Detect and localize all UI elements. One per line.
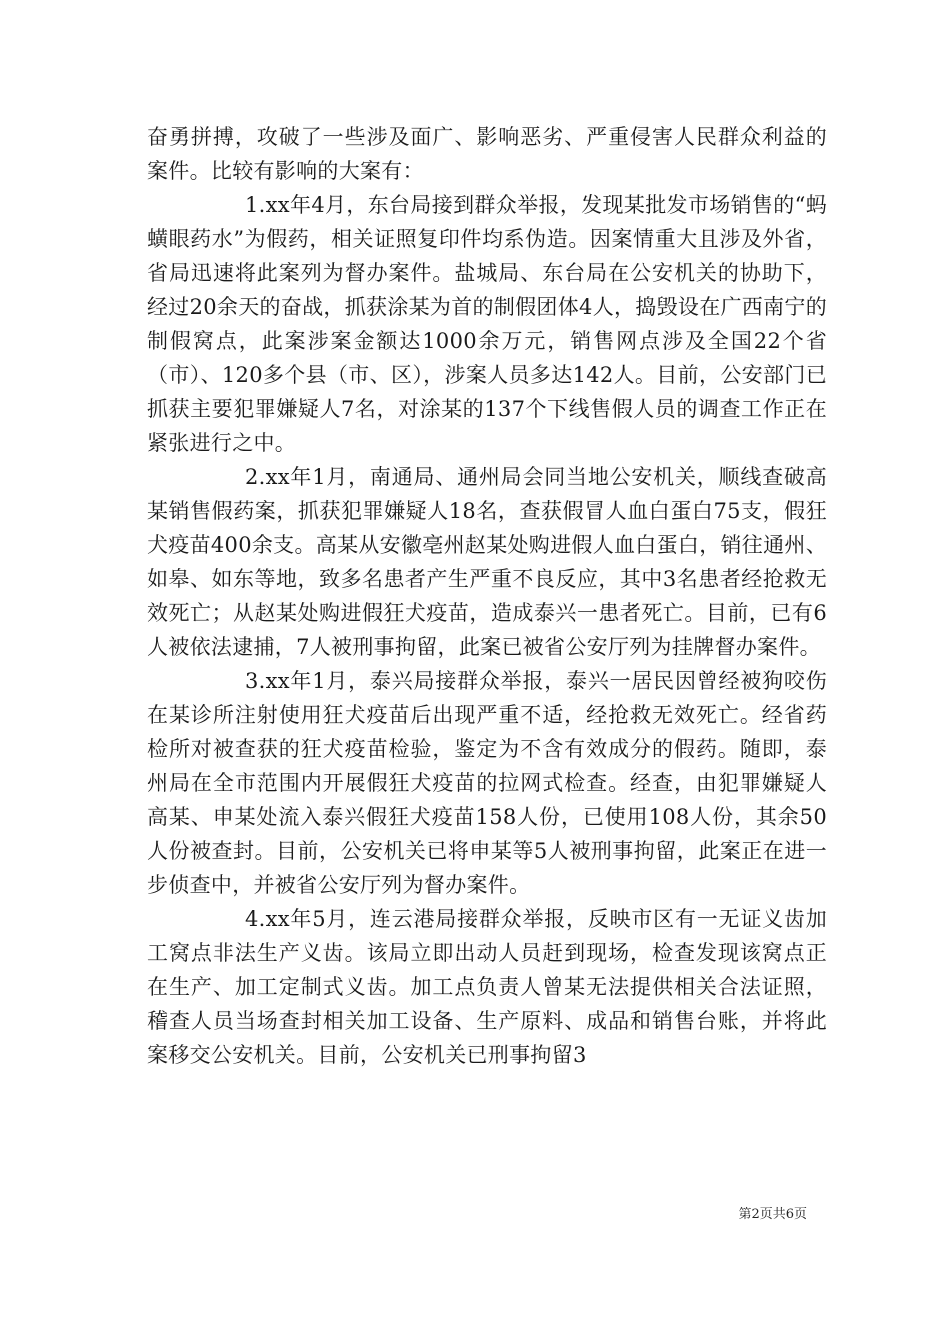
paragraph-case-1: 1.xx年4月，东台局接到群众举报，发现某批发市场销售的“蚂蟥眼药水”为假药，相关证照复印件均系伪造。因案情重大且涉及外省，省局迅速将此案列为督办案件。盐城局、东台局在公安机关的协助下，经过20余天的奋战，抓获涂某为首的制假团体4人，捣毁设在广西南宁的制假窝点，此案涉案金额达1000余万元，销售网点涉及全国22个省（市）、120多个县（市、区），涉案人员多达142人。目前，公安部门已抓获主要犯罪嫌疑人7名，对涂某的137个下线售假人员的调查工作正在紧张进行之中。 <box>147 193 827 455</box>
document-body <box>147 120 827 1072</box>
paragraph-intro: 奋勇拼搏，攻破了一些涉及面广、影响恶劣、严重侵害人民群众利益的案件。比较有影响的大案有： <box>147 125 827 183</box>
paragraph-case-4: 4.xx年5月，连云港局接群众举报，反映市区有一无证义齿加工窝点非法生产义齿。该局立即出动人员赶到现场，检查发现该窝点正在生产、加工定制式义齿。加工点负责人曾某无法提供相关合法证照，稽查人员当场查封相关加工设备、生产原料、成品和销售台账，并将此案移交公安机关。目前，公安机关已刑事拘留3 <box>147 907 827 1067</box>
paragraph-case-2: 2.xx年1月，南通局、通州局会同当地公安机关，顺线查破高某销售假药案，抓获犯罪嫌疑人18名，查获假冒人血白蛋白75支，假狂犬疫苗400余支。高某从安徽亳州赵某处购进假人血白蛋白，销往通州、如皋、如东等地，致多名患者产生严重不良反应，其中3名患者经抢救无效死亡；从赵某处购进假狂犬疫苗，造成泰兴一患者死亡。目前，已有6人被依法逮捕，7人被刑事拘留，此案已被省公安厅列为挂牌督办案件。 <box>147 465 827 659</box>
paragraph-case-3: 3.xx年1月，泰兴局接群众举报，泰兴一居民因曾经被狗咬伤在某诊所注射使用狂犬疫苗后出现严重不适，经抢救无效死亡。经省药检所对被查获的狂犬疫苗检验，鉴定为不含有效成分的假药。随即，泰州局在全市范围内开展假狂犬疫苗的拉网式检查。经查，由犯罪嫌疑人高某、申某处流入泰兴假狂犬疫苗158人份，已使用108人份，其余50人份被查封。目前，公安机关已将申某等5人被刑事拘留，此案正在进一步侦查中，并被省公安厅列为督办案件。 <box>147 669 827 897</box>
page-number-footer: 第2页共6页 <box>738 1207 807 1222</box>
